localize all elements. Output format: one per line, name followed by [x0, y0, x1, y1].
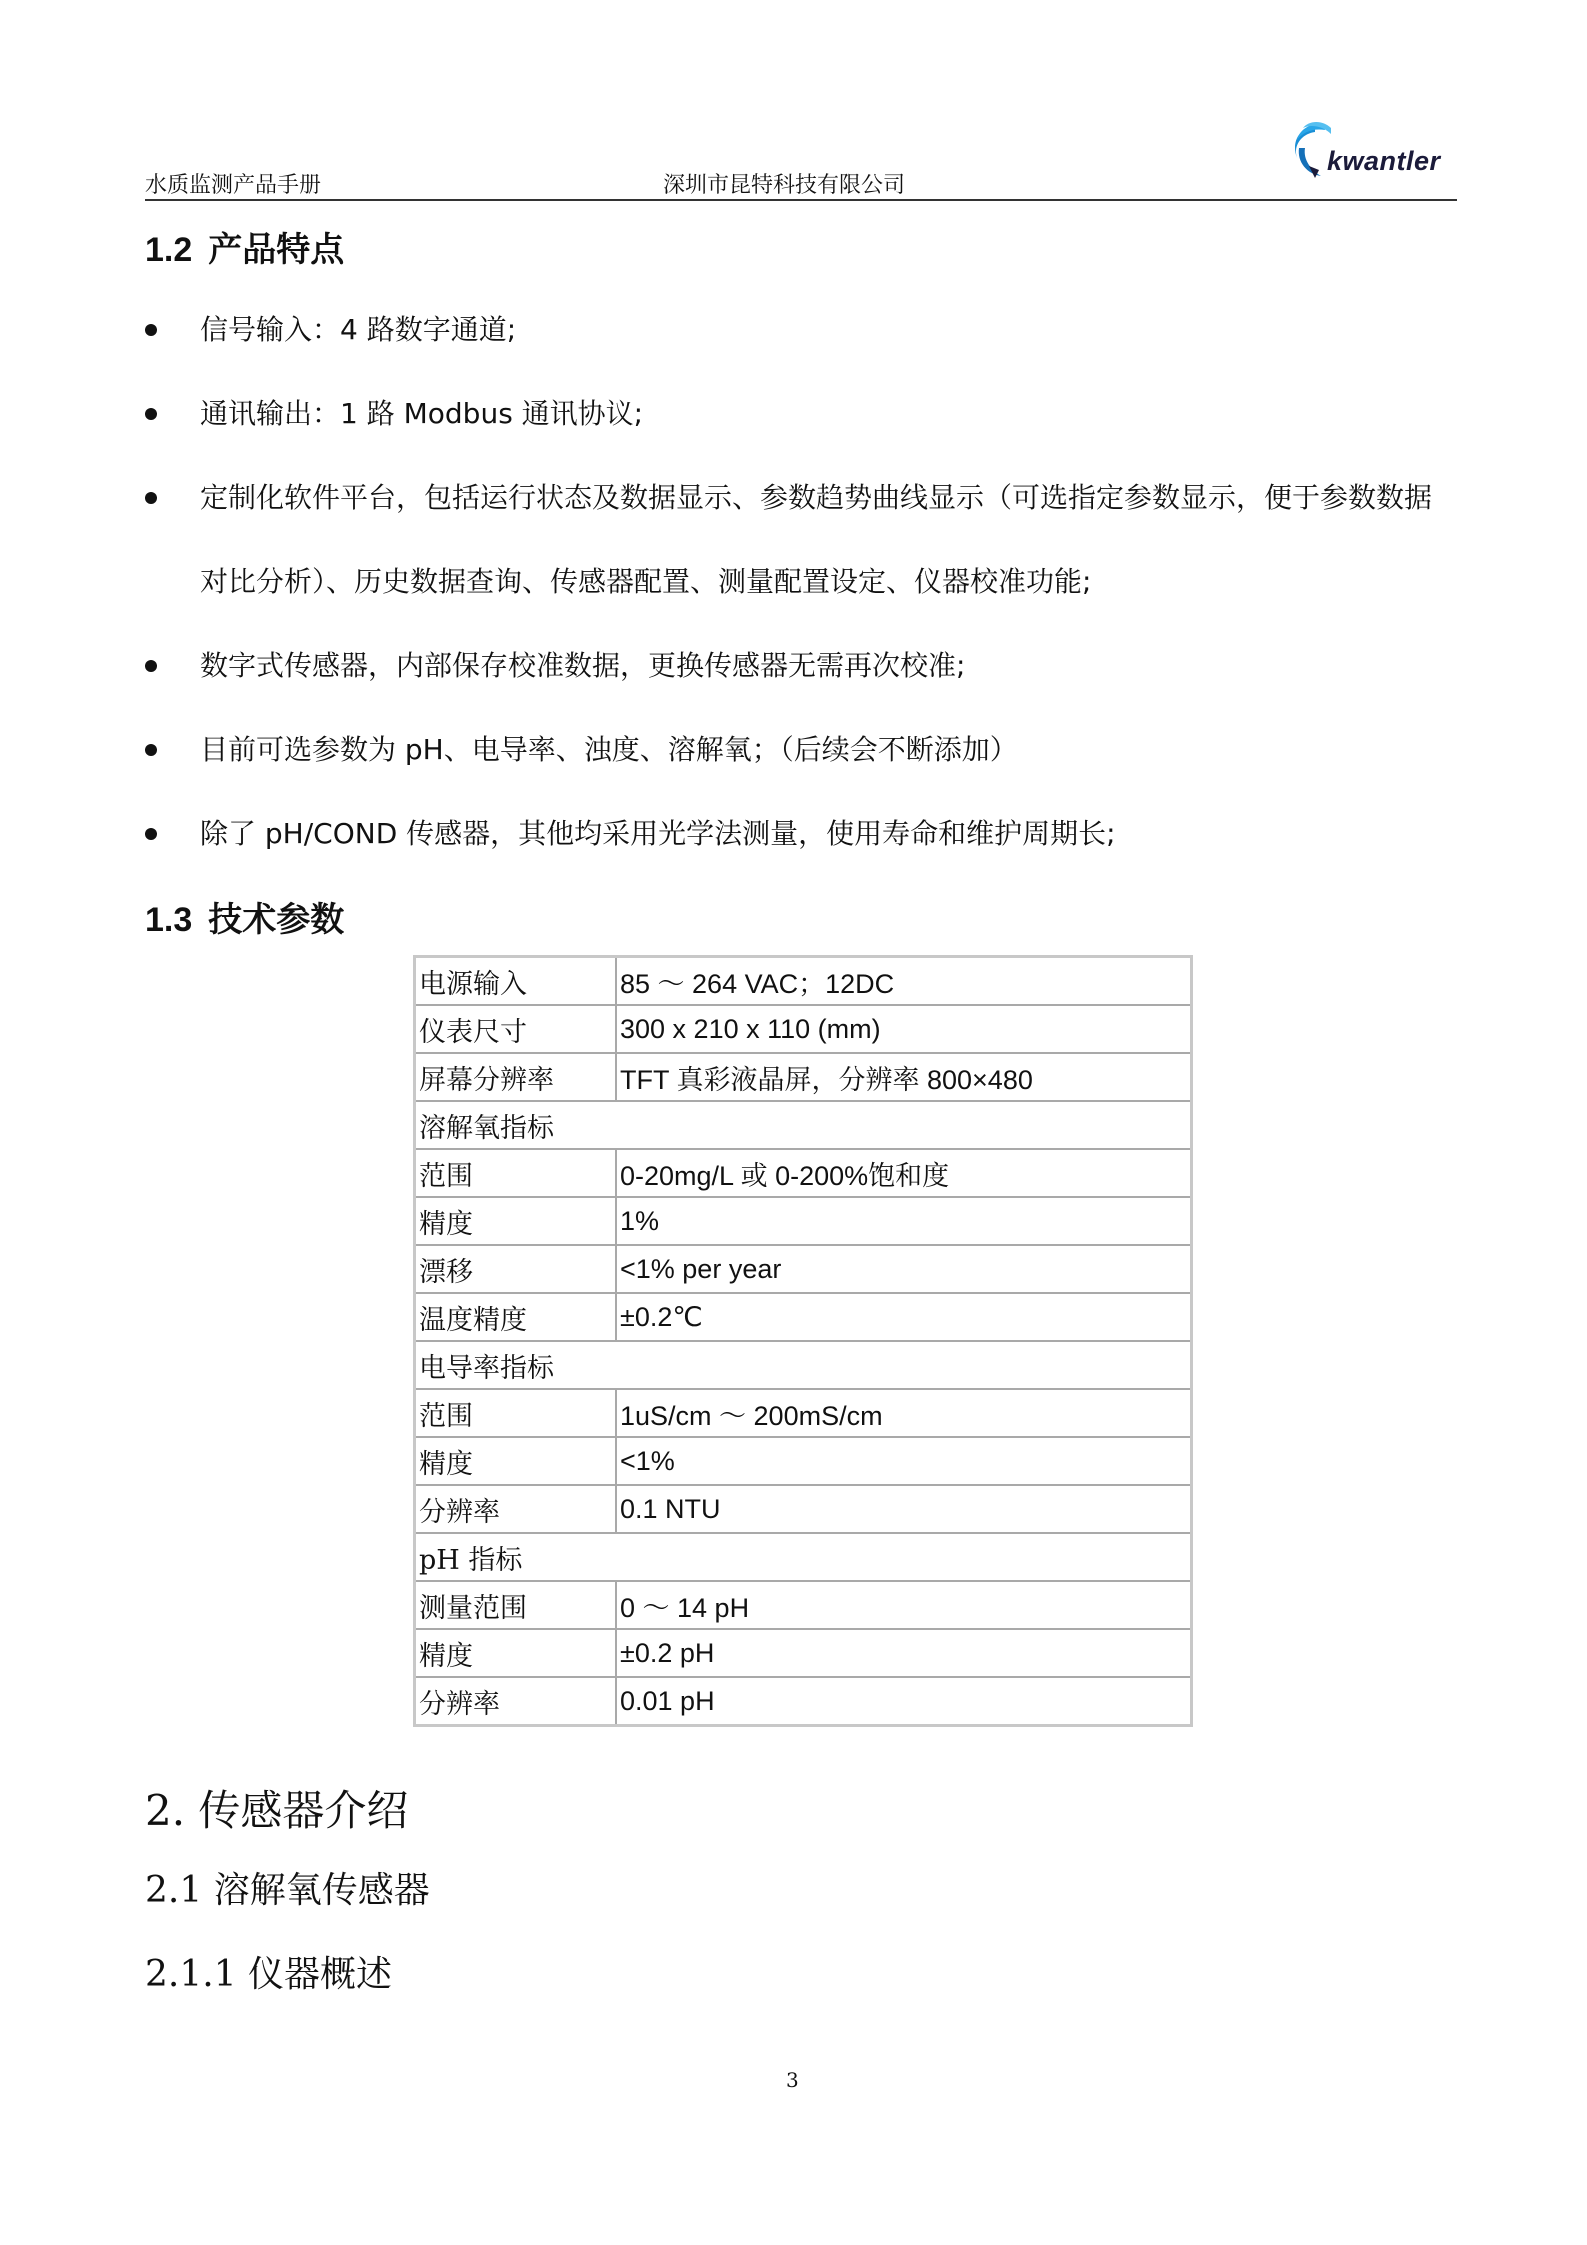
- spec-key: 温度精度: [415, 1293, 617, 1341]
- bullet-text: 定制化软件平台，包括运行状态及数据显示、参数趋势曲线显示（可选指定参数显示，便于参数数据: [200, 481, 1433, 514]
- subsection-heading: 2.1 溶解氧传感器: [145, 1870, 430, 1911]
- table-row: [415, 1197, 1192, 1245]
- spec-key: 精度: [415, 1437, 617, 1485]
- spec-value: 1%: [616, 1197, 1192, 1245]
- spec-value: 1uS/cm ～ 200mS/cm: [616, 1389, 1192, 1437]
- spec-value: <1%: [616, 1437, 1192, 1485]
- bullet-dot-icon: [145, 744, 157, 756]
- table-group-row: [415, 1341, 1192, 1389]
- table-row: [415, 1005, 1192, 1053]
- table-row: [415, 1245, 1192, 1293]
- spec-key: 电源输入: [415, 957, 617, 1006]
- spec-value: ±0.2℃: [616, 1293, 1192, 1341]
- bullet-dot-icon: [145, 492, 157, 504]
- section-heading-features: [145, 222, 344, 271]
- spec-key: 屏幕分辨率: [415, 1053, 617, 1101]
- section-heading-specs: [145, 892, 344, 941]
- table-group-row: [415, 1101, 1192, 1149]
- table-row: [415, 1293, 1192, 1341]
- spec-value: 85 ～ 264 VAC；12DC: [616, 957, 1192, 1006]
- spec-key: 漂移: [415, 1245, 617, 1293]
- table-row: [415, 1437, 1192, 1485]
- spec-key: 仪表尺寸: [415, 1005, 617, 1053]
- bullet-text: 除了 pH/COND 传感器，其他均采用光学法测量，使用寿命和维护周期长;: [200, 817, 1116, 850]
- spec-group-title: 溶解氧指标: [415, 1101, 1192, 1149]
- table-row: [415, 1149, 1192, 1197]
- spec-key: 精度: [415, 1629, 617, 1677]
- table-row: [415, 1485, 1192, 1533]
- bullet-text: 目前可选参数为 pH、电导率、浊度、溶解氧；（后续会不断添加）: [200, 733, 1018, 766]
- table-row: [415, 1581, 1192, 1629]
- spec-value: 0.1 NTU: [616, 1485, 1192, 1533]
- table-group-row: [415, 1533, 1192, 1581]
- page-number: 3: [786, 2068, 799, 2092]
- spec-key: 分辨率: [415, 1677, 617, 1726]
- bullet-dot-icon: [145, 660, 157, 672]
- chapter-heading: 2. 传感器介绍: [145, 1786, 409, 1835]
- spec-group-title: pH 指标: [415, 1533, 1192, 1581]
- spec-group-title: 电导率指标: [415, 1341, 1192, 1389]
- spec-key: 精度: [415, 1197, 617, 1245]
- section-title: 技术参数: [208, 900, 345, 940]
- spec-value: <1% per year: [616, 1245, 1192, 1293]
- spec-key: 范围: [415, 1389, 617, 1437]
- spec-value: 0.01 pH: [616, 1677, 1192, 1726]
- bullet-dot-icon: [145, 408, 157, 420]
- header-manual-title: 水质监测产品手册: [145, 173, 322, 198]
- spec-value: 0-20mg/L 或 0-200%饱和度: [616, 1149, 1192, 1197]
- table-row: [415, 1389, 1192, 1437]
- section-number: 1.2: [145, 231, 193, 269]
- spec-value: ±0.2 pH: [616, 1629, 1192, 1677]
- section-number: 1.3: [145, 901, 193, 939]
- header-company-name: 深圳市昆特科技有限公司: [663, 173, 906, 198]
- logo-wordmark: kwantler: [1327, 146, 1441, 176]
- table-row: [415, 1677, 1192, 1726]
- table-row: [415, 1053, 1192, 1101]
- subsubsection-heading: 2.1.1 仪器概述: [145, 1954, 393, 1995]
- bullet-text-continuation: 对比分析）、历史数据查询、传感器配置、测量配置设定、仪器校准功能;: [200, 565, 1092, 598]
- bullet-dot-icon: [145, 828, 157, 840]
- bullet-text: 通讯输出：1 路 Modbus 通讯协议;: [200, 397, 644, 430]
- section-title: 产品特点: [208, 230, 345, 270]
- table-row: [415, 957, 1192, 1006]
- spec-value: TFT 真彩液晶屏，分辨率 800×480: [616, 1053, 1192, 1101]
- spec-value: 300 x 210 x 110 (mm): [616, 1005, 1192, 1053]
- header-divider: [145, 199, 1457, 201]
- bullet-text: 信号输入：4 路数字通道;: [200, 313, 517, 346]
- spec-key: 分辨率: [415, 1485, 617, 1533]
- company-logo: [1285, 118, 1455, 182]
- table-row: [415, 1629, 1192, 1677]
- bullet-text: 数字式传感器，内部保存校准数据，更换传感器无需再次校准;: [200, 649, 966, 682]
- spec-key: 范围: [415, 1149, 617, 1197]
- spec-key: 测量范围: [415, 1581, 617, 1629]
- spec-table: [413, 955, 1193, 1727]
- spec-value: 0 ～ 14 pH: [616, 1581, 1192, 1629]
- bullet-dot-icon: [145, 324, 157, 336]
